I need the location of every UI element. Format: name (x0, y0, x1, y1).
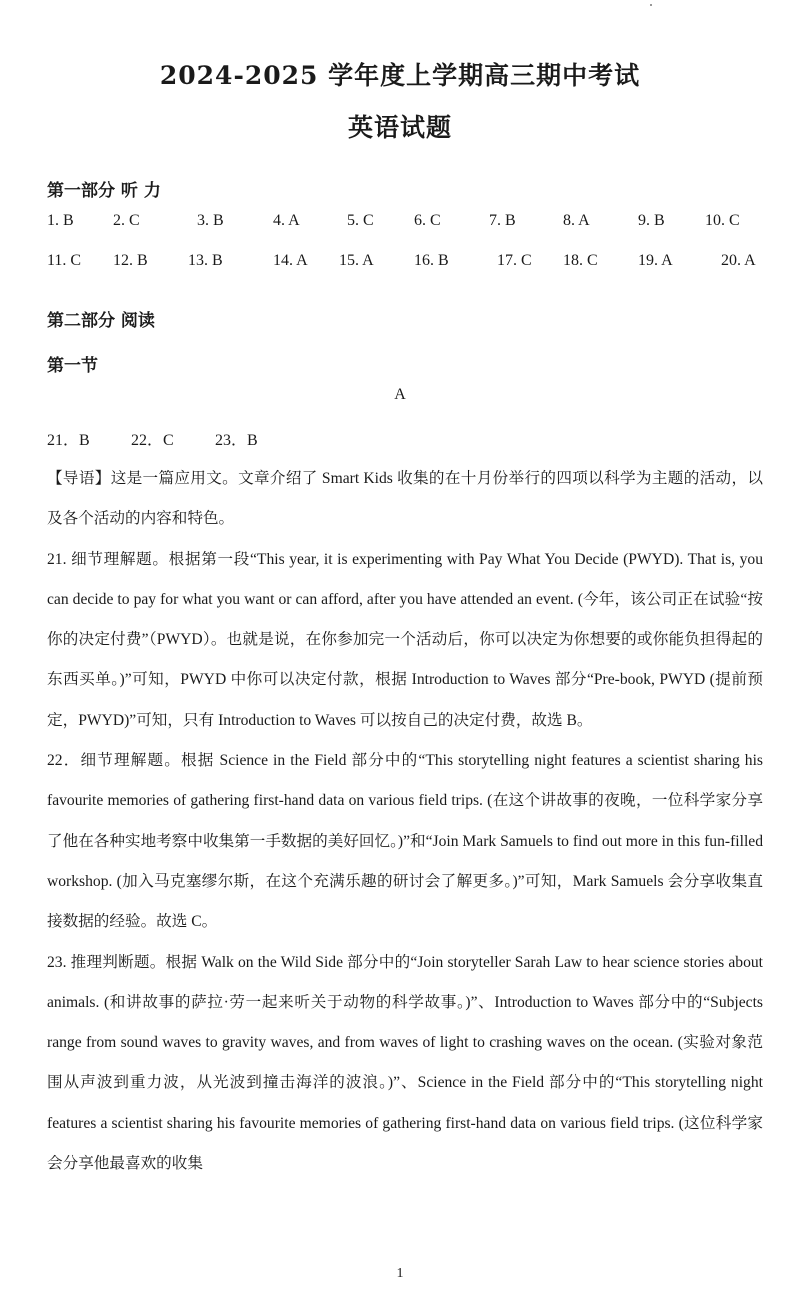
answer-item: 8. A (563, 212, 590, 229)
answer-item: 3. B (197, 212, 224, 229)
answer-item: 4. A (273, 212, 300, 229)
answer-item: 15. A (339, 252, 374, 269)
intro-paragraph: 【导语】这是一篇应用文。文章介绍了 Smart Kids 收集的在十月份举行的四项以科学为主题的活动，以及各个活动的内容和特色。 (47, 470, 763, 528)
answer-item: 13. B (188, 252, 223, 269)
answer-item: 23．B (215, 432, 258, 449)
answer-item: 22．C (131, 432, 174, 449)
answer-item: 12. B (113, 252, 148, 269)
passage-label: A (394, 386, 406, 403)
answer-item: 9. B (638, 212, 665, 229)
explanation-23: 23. 推理判断题。根据 Walk on the Wild Side 部分中的“Join storyteller Sarah Law to hear science stories about animals. (和讲故事的萨拉·劳一起来听关于动物的科学故事。)”、Introduction to Waves 部分中的“Subjects range from sound waves to gravity waves, and from waves of light to crashing waves on the ocean. (实验对象范围从声波到重力波，从光波到撞击海洋的波浪。)”、Science in the Field 部分中的“This storytelling night features a scientist sharing his favourite memories of gathering first-hand data on various field trips. (这位科学家会分享他最喜欢的收集 (47, 953, 763, 1173)
answer-item: 7. B (489, 212, 516, 229)
answer-item: 6. C (414, 212, 441, 229)
answer-item: 2. C (113, 212, 140, 229)
answer-item: 17. C (497, 252, 532, 269)
answer-item: 5. C (347, 212, 374, 229)
part1-heading: 第一部分 听 力 (47, 181, 161, 201)
explanation-body (47, 459, 763, 1184)
part2-heading: 第二部分 阅读 (47, 311, 155, 331)
answer-item: 10. C (705, 212, 740, 229)
scan-speck (650, 4, 652, 6)
exam-title: 2024-2025 学年度上学期高三期中考试 (159, 61, 641, 90)
section-heading: 第一节 (47, 356, 98, 376)
exam-subtitle: 英语试题 (347, 113, 452, 142)
explanation-21: 21. 细节理解题。根据第一段“This year, it is experimenting with Pay What You Decide (PWYD). That is, you can decide to pay for what you want or can afford, after you have attended an event. (今年，该公司正在试验“按你的决定付费”（PWYD）。也就是说，在你参加完一个活动后，你可以决定为你想要的或你能负担得起的东西买单。)”可知，PWYD 中你可以决定付款，根据 Introduction to Waves 部分“Pre-book, PWYD (提前预定，PWYD)”可知，只有 Introduction to Waves 可以按自己的决定付费，故选 B。 (47, 550, 763, 729)
answer-item: 1. B (47, 212, 74, 229)
answer-item: 18. C (563, 252, 598, 269)
explanation-22: 22．细节理解题。根据 Science in the Field 部分中的“This storytelling night features a scientist sharing his favourite memories of gathering first-hand data on various field trips. (在这个讲故事的夜晚，一位科学家分享了他在各种实地考察中收集第一手数据的美好回忆。)”和“Join Mark Samuels to find out more in this fun-filled workshop. (加入马克塞缪尔斯，在这个充满乐趣的研讨会了解更多。)”可知，Mark Samuels 会分享收集直接数据的经验。故选 C。 (47, 752, 763, 931)
answer-item: 16. B (414, 252, 449, 269)
answer-item: 11. C (47, 252, 82, 269)
page-number: 1 (396, 1266, 404, 1281)
answer-item: 14. A (273, 252, 308, 269)
answer-item: 19. A (638, 252, 673, 269)
answer-item: 21．B (47, 432, 90, 449)
answer-item: 20. A (721, 252, 756, 269)
